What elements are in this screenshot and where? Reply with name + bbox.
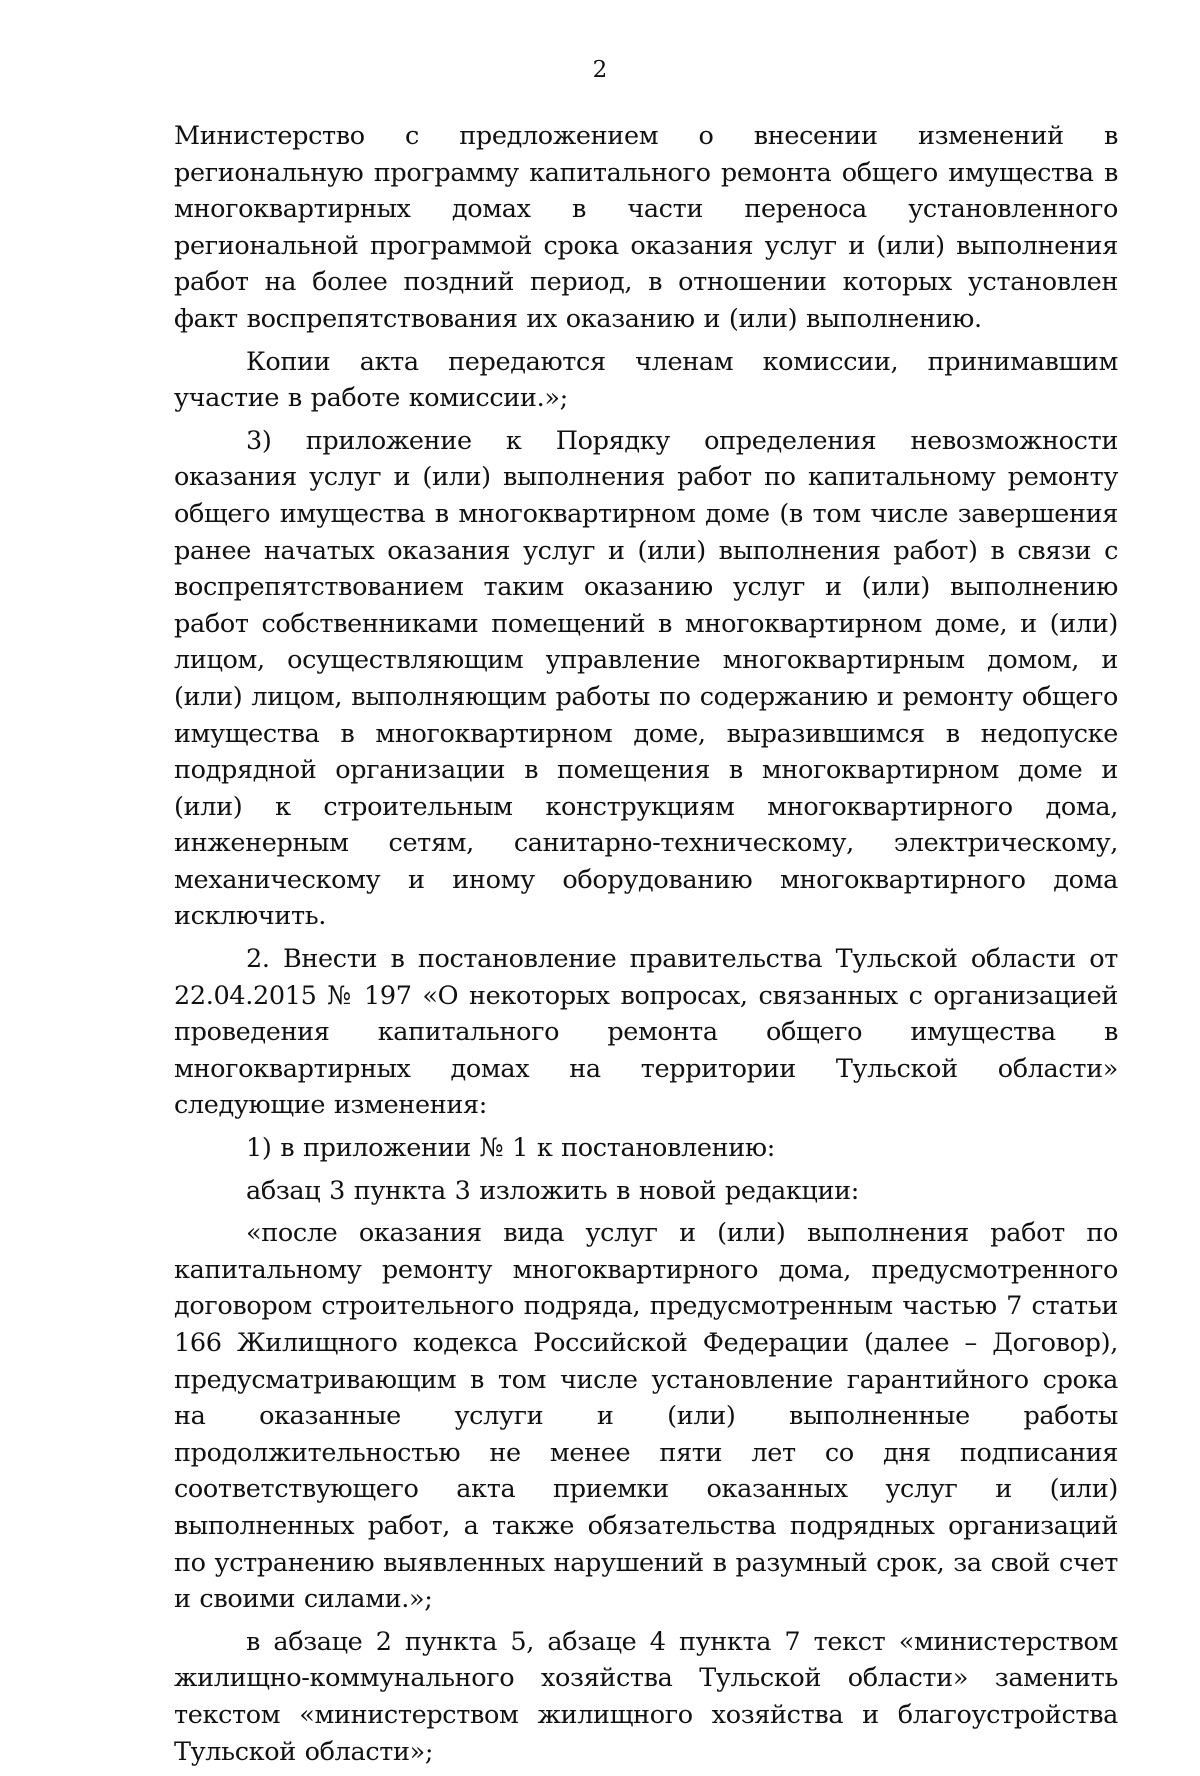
paragraph-act-copies: Копии акта передаются членам комиссии, принимавшим участие в работе комиссии.»; xyxy=(174,346,1118,414)
paragraph-quoted-text: «после оказания вида услуг и (или) выполнения работ по капитальному ремонту многоквартирного дома, предусмотренного договором строительного подряда, предусмотренным частью 7 статьи 166 Жилищного кодекса Российской Федерации (далее – Договор), предусматривающим в том числе установление гарантийного срока на оказанные услуги и (или) выполненные работы продолжительностью не менее пяти лет со дня подписания соответствующего акта приемки оказанных услуг и (или) выполненных работ, а также обязательства подрядных организаций по устранению выявленных нарушений в разумный срок, за свой счет и своими силами.»; xyxy=(174,1218,1118,1615)
page-number: 2 xyxy=(592,57,608,83)
paragraph-replace-text: в абзаце 2 пункта 5, абзаце 4 пункта 7 текст «министерством жилищно-коммунального хозяйства Тульской области» заменить текстом «министерством жилищного хозяйства и благоустройства Тульской области»; xyxy=(174,1626,1118,1767)
paragraph-abzac-3: абзац 3 пункта 3 изложить в новой редакции: xyxy=(246,1175,859,1206)
paragraph-section-2: 2. Внести в постановление правительства Тульской области от 22.04.2015 № 197 «О некоторых вопросах, связанных с организацией проведения капитального ремонта общего имущества в многоквартирных домах на территории Тульской области» следующие изменения: xyxy=(174,944,1118,1121)
paragraph-ministry-proposal: Министерство с предложением о внесении изменений в региональную программу капитального ремонта общего имущества в многоквартирных домах в части переноса установленного региональной программой срока оказания услуг и (или) выполнения работ на более поздний период, в отношении которых установлен факт воспрепятствования их оказанию и (или) выполнению. xyxy=(174,121,1118,334)
paragraph-item-1-appendix: 1) в приложении № 1 к постановлению: xyxy=(246,1133,775,1164)
document-body xyxy=(174,118,1118,1776)
paragraph-item-3-appendix: 3) приложение к Порядку определения невозможности оказания услуг и (или) выполнения работ по капитальному ремонту общего имущества в многоквартирном доме (в том числе завершения ранее начатых оказания услуг и (или) выполнения работ) в связи с воспрепятствованием таким оказанию услуг и (или) выполнению работ собственниками помещений в многоквартирном доме, и (или) лицом, осуществляющим управление многоквартирным домом, и (или) лицом, выполняющим работы по содержанию и ремонту общего имущества в многоквартирном доме, выразившимся в недопуске подрядной организации в помещения в многоквартирном доме и (или) к строительным конструкциям многоквартирного дома, инженерным сетям, санитарно-техническому, электрическому, механическому и иному оборудованию многоквартирного дома исключить. xyxy=(174,425,1118,932)
